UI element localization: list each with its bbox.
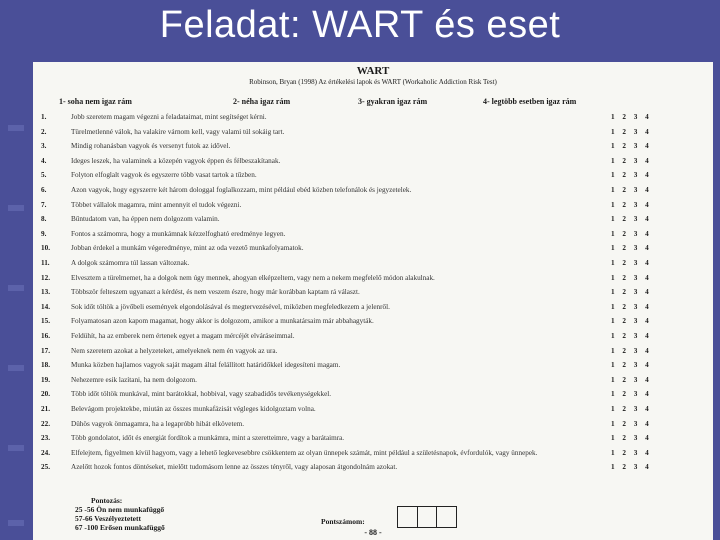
question-text: Folyamatosan azon kapom magamat, hogy akkor is dolgozom, amikor a munkatársaim már abbahagyták. — [71, 317, 374, 326]
question-number: 11. — [41, 259, 50, 267]
question-number: 8. — [41, 215, 47, 224]
question-row — [41, 331, 711, 341]
question-number: 10. — [41, 244, 50, 253]
rating-scale: 1 2 3 4 — [611, 317, 652, 326]
rating-scale: 1 2 3 4 — [611, 390, 652, 399]
question-text: Türelmetlenné válok, ha valakire várnom kell, vagy valami túl sokáig tart. — [71, 127, 285, 136]
question-row — [41, 360, 711, 370]
scale-label: 2- néha igaz rám — [233, 97, 291, 106]
document-subtitle: Robinson, Bryan (1998) Az értékelési lapok és WART (Workaholic Addiction Risk Test) — [249, 78, 497, 86]
question-number: 2. — [41, 127, 47, 136]
question-number: 20. — [41, 390, 50, 399]
question-number: 21. — [41, 405, 50, 413]
question-number: 1. — [41, 113, 47, 121]
question-row — [41, 419, 711, 429]
question-text: Munka közben hajlamos vagyok saját magam által felállított határidőkkel idegesíteni magam. — [71, 361, 341, 370]
total-score-label: Pontszámom: — [321, 517, 365, 526]
question-text: Elfelejtem, figyelmen kívül hagyom, vagy a lehető legkevesebbre csökkentem az olyan ünnepek számát, mint például a születésnapok, évfordulók, vagy ünnepek. — [71, 448, 538, 457]
question-row — [41, 243, 711, 253]
question-number: 24. — [41, 448, 50, 457]
question-row — [41, 346, 711, 356]
question-text: Nem szeretem azokat a helyzeteket, amelyeknek nem én vagyok az ura. — [71, 346, 278, 355]
question-text: Több időt töltök munkával, mint barátokkal, hobbival, vagy szabadidős tevékenységekkel. — [71, 390, 332, 399]
question-number: 14. — [41, 302, 50, 311]
rating-scale: 1 2 3 4 — [611, 113, 652, 121]
question-text: Sok időt töltök a jövőbeli események elgondolásával és megtervezésével, miközben megfeledkezem a jelenről. — [71, 302, 390, 311]
question-text: Jobb szeretem magam végezni a feladataimat, mint segítséget kérni. — [71, 113, 267, 121]
rating-scale: 1 2 3 4 — [611, 332, 652, 340]
rating-scale: 1 2 3 4 — [611, 346, 652, 355]
total-score-cell — [398, 507, 418, 527]
rating-scale: 1 2 3 4 — [611, 244, 652, 253]
question-number: 16. — [41, 332, 50, 340]
question-row — [41, 375, 711, 385]
question-text: Fontos a számomra, hogy a munkámnak kézzelfogható eredménye legyen. — [71, 229, 286, 238]
question-number: 15. — [41, 317, 50, 326]
question-row — [41, 316, 711, 326]
question-row — [41, 448, 711, 458]
rating-scale: 1 2 3 4 — [611, 302, 652, 311]
decor-stripe — [8, 125, 24, 131]
question-number: 6. — [41, 186, 47, 194]
question-number: 9. — [41, 229, 47, 238]
rating-scale: 1 2 3 4 — [611, 186, 652, 194]
document-title: WART — [356, 65, 390, 77]
decor-stripe — [8, 520, 24, 526]
rating-scale: 1 2 3 4 — [611, 142, 652, 151]
question-row — [41, 229, 711, 239]
question-number: 13. — [41, 288, 50, 297]
decor-stripe — [8, 365, 24, 371]
question-row — [41, 258, 711, 268]
rating-scale: 1 2 3 4 — [611, 200, 652, 209]
rating-scale: 1 2 3 4 — [611, 156, 652, 165]
question-row — [41, 273, 711, 283]
question-text: Mindig rohanásban vagyok és versenyt futok az idővel. — [71, 142, 231, 151]
rating-scale: 1 2 3 4 — [611, 259, 652, 267]
scale-label: 1- soha nem igaz rám — [59, 97, 132, 106]
question-text: Ideges leszek, ha valaminek a közepén vagyok éppen és félbeszakítanak. — [71, 156, 281, 165]
question-number: 12. — [41, 273, 50, 282]
rating-scale: 1 2 3 4 — [611, 171, 652, 180]
question-row — [41, 302, 711, 312]
question-row — [41, 185, 711, 195]
decor-stripe — [8, 445, 24, 451]
rating-scale: 1 2 3 4 — [611, 405, 652, 413]
question-row — [41, 170, 711, 180]
question-text: Folyton elfoglalt vagyok és egyszerre több vasat tartok a tűzben. — [71, 171, 257, 180]
rating-scale: 1 2 3 4 — [611, 434, 652, 443]
question-number: 22. — [41, 419, 50, 428]
slide-title: Feladat: WART és eset — [159, 4, 561, 46]
question-row — [41, 462, 711, 472]
question-text: A dolgok számomra túl lassan változnak. — [71, 259, 190, 267]
scale-label: 4- legtöbb esetben igaz rám — [483, 97, 577, 106]
question-number: 17. — [41, 346, 50, 355]
question-text: Többször felteszem ugyanazt a kérdést, és nem veszem észre, hogy már korábban kaptam rá választ. — [71, 288, 360, 297]
question-number: 19. — [41, 375, 50, 384]
decor-stripe — [8, 285, 24, 291]
question-row — [41, 156, 711, 166]
rating-scale: 1 2 3 4 — [611, 127, 652, 136]
question-number: 4. — [41, 156, 47, 165]
decor-stripe — [8, 205, 24, 211]
question-text: Több gondolatot, időt és energiát fordítok a munkámra, mint a szeretteimre, vagy a barátaimra. — [71, 434, 345, 443]
total-score-box — [397, 506, 457, 528]
rating-scale: 1 2 3 4 — [611, 463, 652, 472]
question-row — [41, 214, 711, 224]
page-number: - 88 - — [364, 528, 382, 537]
rating-scale: 1 2 3 4 — [611, 448, 652, 457]
rating-scale: 1 2 3 4 — [611, 215, 652, 224]
questionnaire-scan — [33, 62, 713, 540]
question-number: 18. — [41, 361, 50, 370]
question-text: Belevágom projektekbe, miután az összes munkafázisát végleges kidolgoztam volna. — [71, 405, 316, 413]
scale-label: 3- gyakran igaz rám — [358, 97, 428, 106]
scoring-band: 57-66 Veszélyeztetett — [75, 514, 142, 523]
question-row — [41, 287, 711, 297]
question-number: 5. — [41, 171, 47, 180]
question-row — [41, 141, 711, 151]
question-text: Elvesztem a türelmemet, ha a dolgok nem úgy mennek, ahogyan elképzeltem, vagy nem a nekem megfelelő módon alakulnak. — [71, 273, 435, 282]
rating-scale: 1 2 3 4 — [611, 375, 652, 384]
question-row — [41, 404, 711, 414]
question-row — [41, 433, 711, 443]
question-row — [41, 200, 711, 210]
question-text: Többet vállalok magamra, mint amennyit el tudok végezni. — [71, 200, 242, 209]
rating-scale: 1 2 3 4 — [611, 229, 652, 238]
question-text: Nehezemre esik lazítani, ha nem dolgozom. — [71, 375, 197, 384]
question-row — [41, 127, 711, 137]
scoring-label: Pontozás: — [91, 496, 123, 505]
scoring-band: 25 -56 Ön nem munkafüggő — [75, 505, 165, 514]
question-number: 25. — [41, 463, 50, 472]
total-score-cell — [437, 507, 456, 527]
question-text: Jobban érdekel a munkám végeredménye, mint az oda vezető munkafolyamatok. — [71, 244, 304, 253]
question-row — [41, 112, 711, 122]
question-number: 23. — [41, 434, 50, 443]
question-row — [41, 389, 711, 399]
question-text: Dühös vagyok önmagamra, ha a legapróbb hibát elkövetem. — [71, 419, 245, 428]
rating-scale: 1 2 3 4 — [611, 419, 652, 428]
question-number: 3. — [41, 142, 47, 151]
rating-scale: 1 2 3 4 — [611, 288, 652, 297]
total-score-cell — [418, 507, 438, 527]
question-text: Feldühít, ha az emberek nem értenek egyet a magam mércéjét elváráseimmal. — [71, 332, 295, 340]
question-text: Azon vagyok, hogy egyszerre két három dologgal foglalkozzam, mint például ebéd közben telefonálok és jegyzetelek. — [71, 186, 412, 194]
rating-scale: 1 2 3 4 — [611, 273, 652, 282]
question-text: Bűntudatom van, ha éppen nem dolgozom valamin. — [71, 215, 220, 224]
question-text: Azelőtt hozok fontos döntéseket, mielőtt tudomásom lenne az összes tényről, vagy alaposan átgondolnám azokat. — [71, 463, 398, 472]
scoring-band: 67 -100 Erősen munkafüggő — [75, 523, 165, 532]
question-number: 7. — [41, 200, 47, 209]
rating-scale: 1 2 3 4 — [611, 361, 652, 370]
